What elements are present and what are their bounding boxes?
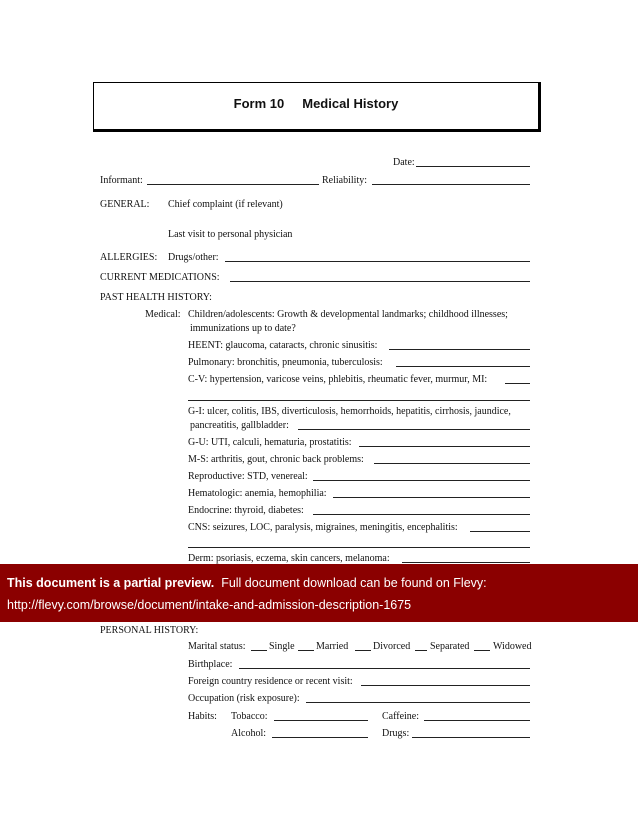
birthplace-field[interactable] — [239, 659, 530, 669]
foreign-residence-field[interactable] — [361, 676, 530, 686]
cns-field-line2[interactable] — [188, 538, 530, 548]
form-title-box — [93, 82, 541, 132]
reproductive-field[interactable] — [313, 471, 530, 481]
gi-field[interactable] — [298, 420, 530, 430]
single-label: Single — [269, 641, 295, 652]
divorced-field[interactable] — [355, 641, 371, 651]
ms-field[interactable] — [374, 454, 530, 464]
endocrine-field[interactable] — [313, 505, 530, 515]
preview-notice-text: Full document download can be found on Flevy: — [221, 576, 487, 590]
hematologic-label: Hematologic: anemia, hemophilia: — [188, 488, 327, 499]
preview-notice-bold: This document is a partial preview. — [7, 576, 215, 590]
widowed-field[interactable] — [474, 641, 490, 651]
endocrine-label: Endocrine: thyroid, diabetes: — [188, 505, 304, 516]
marital-status-label: Marital status: — [188, 641, 246, 652]
habits-label: Habits: — [188, 711, 217, 722]
birthplace-label: Birthplace: — [188, 659, 233, 670]
caffeine-label: Caffeine: — [382, 711, 420, 722]
chief-complaint-label: Chief complaint (if relevant) — [168, 199, 283, 210]
heent-label: HEENT: glaucoma, cataracts, chronic sinusitis: — [188, 340, 378, 351]
past-health-history-label: PAST HEALTH HISTORY: — [100, 292, 212, 303]
pulmonary-field[interactable] — [396, 357, 530, 367]
download-link[interactable]: http://flevy.com/browse/document/intake-and-admission-description-1675 — [7, 598, 412, 612]
drugs-other-label: Drugs/other: — [168, 252, 219, 263]
reproductive-label: Reproductive: STD, venereal: — [188, 471, 308, 482]
allergies-label: ALLERGIES: — [100, 252, 158, 263]
alcohol-field[interactable] — [272, 728, 368, 738]
married-label: Married — [316, 641, 349, 652]
ms-label: M-S: arthritis, gout, chronic back problems: — [188, 454, 364, 465]
cv-field[interactable] — [505, 374, 530, 384]
allergies-field[interactable] — [225, 252, 530, 262]
current-medications-field[interactable] — [230, 272, 530, 282]
gi-line1: G-I: ulcer, colitis, IBS, diverticulosis, hemorrhoids, hepatitis, cirrhosis, jaundice, — [188, 406, 511, 417]
informant-label: Informant: — [100, 175, 143, 186]
children-line1: Children/adolescents: Growth & developmental landmarks; childhood illnesses; — [188, 309, 508, 320]
derm-label: Derm: psoriasis, eczema, skin cancers, melanoma: — [188, 553, 390, 564]
general-label: GENERAL: — [100, 199, 150, 210]
form-name: Medical History — [302, 96, 399, 111]
separated-field[interactable] — [415, 641, 427, 651]
current-medications-label: CURRENT MEDICATIONS: — [100, 272, 220, 283]
cv-label: C-V: hypertension, varicose veins, phlebitis, rheumatic fever, murmur, MI: — [188, 374, 488, 385]
form-number: Form 10 — [233, 96, 285, 111]
tobacco-field[interactable] — [274, 711, 368, 721]
drugs-field[interactable] — [412, 728, 530, 738]
foreign-residence-label: Foreign country residence or recent visit: — [188, 676, 353, 687]
gu-field[interactable] — [359, 437, 530, 447]
separated-label: Separated — [430, 641, 470, 652]
drugs-label: Drugs: — [382, 728, 410, 739]
gi-line2: pancreatitis, gallbladder: — [190, 420, 289, 431]
reliability-label: Reliability: — [322, 175, 367, 186]
medical-label: Medical: — [145, 309, 181, 320]
reliability-field[interactable] — [372, 175, 530, 185]
preview-notice — [7, 576, 487, 590]
occupation-label: Occupation (risk exposure): — [188, 693, 300, 704]
preview-banner — [0, 564, 638, 622]
married-field[interactable] — [298, 641, 314, 651]
last-visit-label: Last visit to personal physician — [168, 229, 293, 240]
children-line2: immunizations up to date? — [190, 323, 296, 334]
date-label: Date: — [393, 157, 415, 168]
form-title — [94, 96, 538, 111]
gu-label: G-U: UTI, calculi, hematuria, prostatitis: — [188, 437, 352, 448]
widowed-label: Widowed — [493, 641, 532, 652]
hematologic-field[interactable] — [333, 488, 530, 498]
tobacco-label: Tobacco: — [231, 711, 268, 722]
caffeine-field[interactable] — [424, 711, 530, 721]
cns-field[interactable] — [470, 522, 530, 532]
occupation-field[interactable] — [306, 693, 530, 703]
cv-field-line2[interactable] — [188, 391, 530, 401]
derm-field[interactable] — [402, 553, 530, 563]
divorced-label: Divorced — [373, 641, 411, 652]
informant-field[interactable] — [147, 175, 319, 185]
single-field[interactable] — [251, 641, 267, 651]
date-field[interactable] — [416, 157, 530, 167]
pulmonary-label: Pulmonary: bronchitis, pneumonia, tuberculosis: — [188, 357, 383, 368]
personal-history-label: PERSONAL HISTORY: — [100, 625, 199, 636]
heent-field[interactable] — [389, 340, 530, 350]
cns-label: CNS: seizures, LOC, paralysis, migraines, meningitis, encephalitis: — [188, 522, 458, 533]
alcohol-label: Alcohol: — [231, 728, 266, 739]
